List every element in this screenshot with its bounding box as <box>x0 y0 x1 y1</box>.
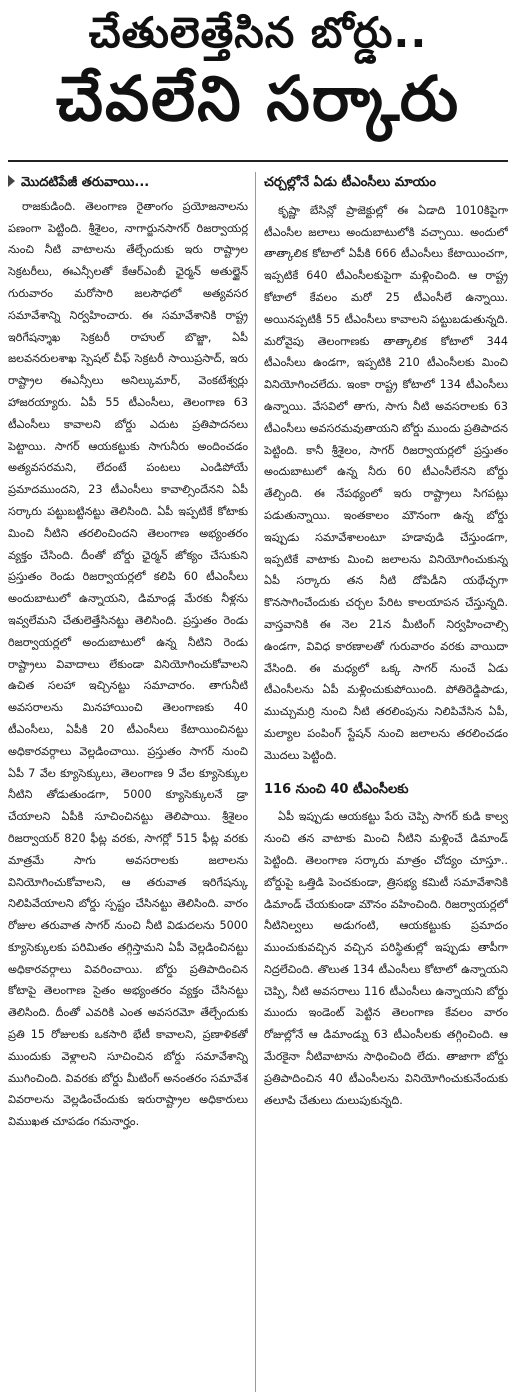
right-column <box>264 172 508 1396</box>
left-column <box>8 172 248 1396</box>
headline-line-2: చేవలేని సర్కారు <box>55 62 461 135</box>
kicker-text: మొదటిపేజీ తరువాయి... <box>21 175 150 190</box>
subhead-seven-tmc: చర్చల్లోనే ఏడు టీఎంసీలు మాయం <box>264 175 436 190</box>
headline-rule <box>8 160 508 162</box>
headline-line-1: చేతులెత్తేసిన బోర్డు.. <box>88 8 428 57</box>
subhead-116-to-40: 116 నుంచి 40 టీఎంసీలకు <box>264 781 409 797</box>
left-article-body: రాజకుడింది. తెలంగాణ రైతాంగం ప్రయోజనాలను పణంగా పెట్టింది. శ్రీశైలం, నాగార్జునసాగర్ రిజర్వాయర్ల నుంచి నీటి వాటాలను తేల్చేందుకు ఇరు రాష్ట్రాల సెక్రటరీలు, ఈఎన్సీలతో కేఆర్ఎంబీ ఛైర్మన్ అతుల్జైన్ గురువారం మరోసారి జలసౌధలో అత్యవసర సమావేశాన్ని నిర్వహించారు. ఈ సమావేశానికి రాష్ట్ర ఇరిగేషన్శాఖ సెక్రటరీ రాహుల్ బొజ్జా, ఏపీ జలవనరులశాఖ స్పెషల్ చీఫ్ సెక్రటరీ సాయిప్రసాద్, ఇరు రాష్ట్రాల ఈఎన్సీలు అనిల్కుమార్, వెంకటేశ్వర్లు హాజరయ్యారు. ఏపీ 55 టీఎంసీలు, తెలంగాణ 63 టీఎంసీలు కావాలని బోర్డు ఎదుట ప్రతిపాదనలు పెట్టాయి. సాగర్ ఆయకట్టుకు సాగునీరు అందించడం అత్యవసరమని, లేదంటే పంటలు ఎండిపోయే ప్రమాదముందని, 23 టీఎంసీలు కావాల్సిందేనని ఏపీ సర్కారు పట్టుబట్టినట్టు తెలిసింది. ఏపీ ఇప్పటికే కోటాకు మించి నీటిని తరలించిందని తెలంగాణ అభ్యంతరం వ్యక్తం చేసింది. దీంతో బోర్డు ఛైర్మన్ జోక్యం చేసుకుని ప్రస్తుతం రెండు రిజర్వాయర్లలో కలిపి 60 టీఎంసీలు అందుబాటులో ఉన్నాయని, డిమాండ్ల మేరకు నీళ్లను ఇవ్వలేమని చేతులెత్తేసినట్టు తెలిసింది. ప్రస్తుతం రెండు రిజర్వాయర్లలో అందుబాటులో ఉన్న నీటిని రెండు రాష్ట్రాలు వివాదాలు లేకుండా వినియోగించుకోవాలని ఉచిత సలహా ఇచ్చినట్టు సమాచారం. తాగునీటి అవసరాలను మినహాయించి తెలంగాణకు 40 టీఎంసీలు, ఏపీకి 20 టీఎంసీలు కేటాయించినట్టు అధికారవర్గాలు వెల్లడించాయి. ప్రస్తుతం సాగర్ నుంచి ఏపీ 7 వేల క్యూసెక్కులు, తెలంగాణ 9 వేల క్యూసెక్కుల నీటిని తోడుతుండగా, 5000 క్యూసెక్కులనే డ్రా చేయాలని ఏపీకి సూచించినట్టు తెలిపాయి. శ్రీశైలం రిజర్వాయర్ 820 ఫీట్ల వరకు, సాగర్లో 515 ఫీట్ల వరకు మాత్రమే సాగు అవసరాలకు జలాలను వినియోగించుకోవాలని, ఆ తరువాత ఇరిగేషన్కు నిలిపివేయాలని బోర్డు స్పష్టం చేసినట్టు తెలిసింది. వారం రోజుల తరువాత సాగర్ నుంచి నీటి విడుదలను 5000 క్యూసెక్కులకు పరిమితం తగ్గిస్తామని ఏపీ వెల్లడించినట్టు అధికారవర్గాలు వివరించాయి. బోర్డు ప్రతిపాదించిన కోటాపై తెలంగాణ సైతం అభ్యంతరం వ్యక్తం చేసినట్టు తెలిసింది. దీంతో ఎవరికి ఎంత అవసరమో తేల్చేందుకు ప్రతి 15 రోజులకు ఒకసారి భేటీ కావాలని, ప్రణాళికతో ముందుకు వెళ్లాలని సూచించిన బోర్డు సమావేశాన్ని ముగించింది. వివరకు బోర్డు మీటింగ్ అనంతరం సమావేశ వివరాలను వెల్లడించేందుకు ఇరురాష్ట్రాల అధికారులు విముఖత చూపడం గమనార్హం. <box>8 199 248 1129</box>
column-divider <box>255 172 256 1392</box>
right-article-body-1: కృష్ణా బేసిన్లో ప్రాజెక్టుల్లో ఈ ఏడాది 1010కిపైగా టీఎంసీల జలాలు అందుబాటులోకి వచ్చాయి. అందులో తాత్కాలిక కోటాలో ఏపీకి 666 టీఎంసీలు కేటాయించగా, ఇప్పటికే 640 టీఎంసీలకుపైగా మళ్లించింది. ఆ రాష్ట్ర కోటాలో కేవలం మరో 25 టీఎంసీలే ఉన్నాయి. అయినప్పటికీ 55 టీఎంసీలు కావాలని పట్టుబడుతున్నది. మరోవైపు తెలంగాణకు తాత్కాలిక కోటాలో 344 టీఎంసీలు ఉండగా, ఇప్పటికి 210 టీఎంసీలకు మించి వినియోగించలేదు. ఇంకా రాష్ట్ర కోటాలో 134 టీఎంసీలు ఉన్నాయి. వేసవిలో తాగు, సాగు నీటి అవసరాలకు 63 టీఎంసీలు అవసరమవుతాయని బోర్డు ముందు ప్రతిపాదన పెట్టింది. కానీ శ్రీశైలం, సాగర్ రిజర్వాయర్లలో ప్రస్తుతం అందుబాటులో ఉన్న నీరు 60 టీఎంసీలేనని బోర్డు తేల్చింది. ఈ నేపథ్యంలో ఇరు రాష్ట్రాలు సిగపట్లు పడుతున్నాయి. ఇంతకాలం మౌనంగా ఉన్న బోర్డు ఇప్పుడు సమావేశాలంటూ హడావుడి చేస్తుండగా, ఇప్పటికే వాటాకు మించి జలాలను వినియోగించుకున్న ఏపీ సర్కారు తన నీటి దోపిడీని యథేచ్ఛగా కొనసాగించేందుకు చర్చల పేరిట కాలయాపన చేస్తున్నది. వాస్తవానికి ఈ నెల 21న మీటింగ్ నిర్వహించాల్సి ఉండగా, వివిధ కారణాలతో గురువారం వరకు వాయిదా వేసింది. ఈ మధ్యలో ఒక్క సాగర్ నుంచే ఏడు టీఎంసీలను ఏపీ మళ్లించుకుపోయింది. పోతిరెడ్డిపాడు, ముచ్చుమర్రి నుంచి నీటి తరలింపును నిలిపివేసిన ఏపీ, మల్యాల పంపింగ్ స్టేషన్ నుంచి జలాలను తరలించడం మొదలు పెట్టింది. <box>264 203 508 762</box>
right-article-body-2: ఏపీ ఇప్పుడు ఆయకట్టు పేరు చెప్పి సాగర్ కుడి కాల్వ నుంచి తన వాటాకు మించి నీటిని మళ్లించే డిమాండ్ పెట్టింది. తెలంగాణ సర్కారు మాత్రం చోద్యం చూస్తూ.. బోర్డుపై ఒత్తిడి పెంచకుండా, త్రిసభ్య కమిటీ సమావేశానికి డిమాండ్ చేయకుండా మౌనం వహించింది. రిజర్వాయర్లలో నీటినిల్వలు అడుగంటి, ఆయకట్టుకు ప్రమాదం ముంచుకువచ్చిన వచ్చిన పరిస్థితుల్లో ఇప్పుడు తాపీగా నిద్రలేచింది. తొలుత 134 టీఎంసీలు కోటాలో ఉన్నాయని చెప్పి, నీటి అవసరాలు 116 టీఎంసీలు ఉన్నాయని బోర్డు ముందు ఇండెంట్ పెట్టిన తెలంగాణ కేవలం వారం రోజుల్లోనే ఆ డిమాండ్ను 63 టీఎంసీలకు తగ్గించింది. ఆ మేరకైనా నీటివాటాను సాధించింది లేదు. తాజాగా బోర్డు ప్రతిపాదించిన 40 టీఎంసీలను వినియోగించుకునేందుకు తలూపి చేతులు దులుపుకున్నది. <box>264 810 508 1107</box>
triangle-arrow-icon <box>8 175 15 187</box>
continued-kicker <box>8 172 248 194</box>
